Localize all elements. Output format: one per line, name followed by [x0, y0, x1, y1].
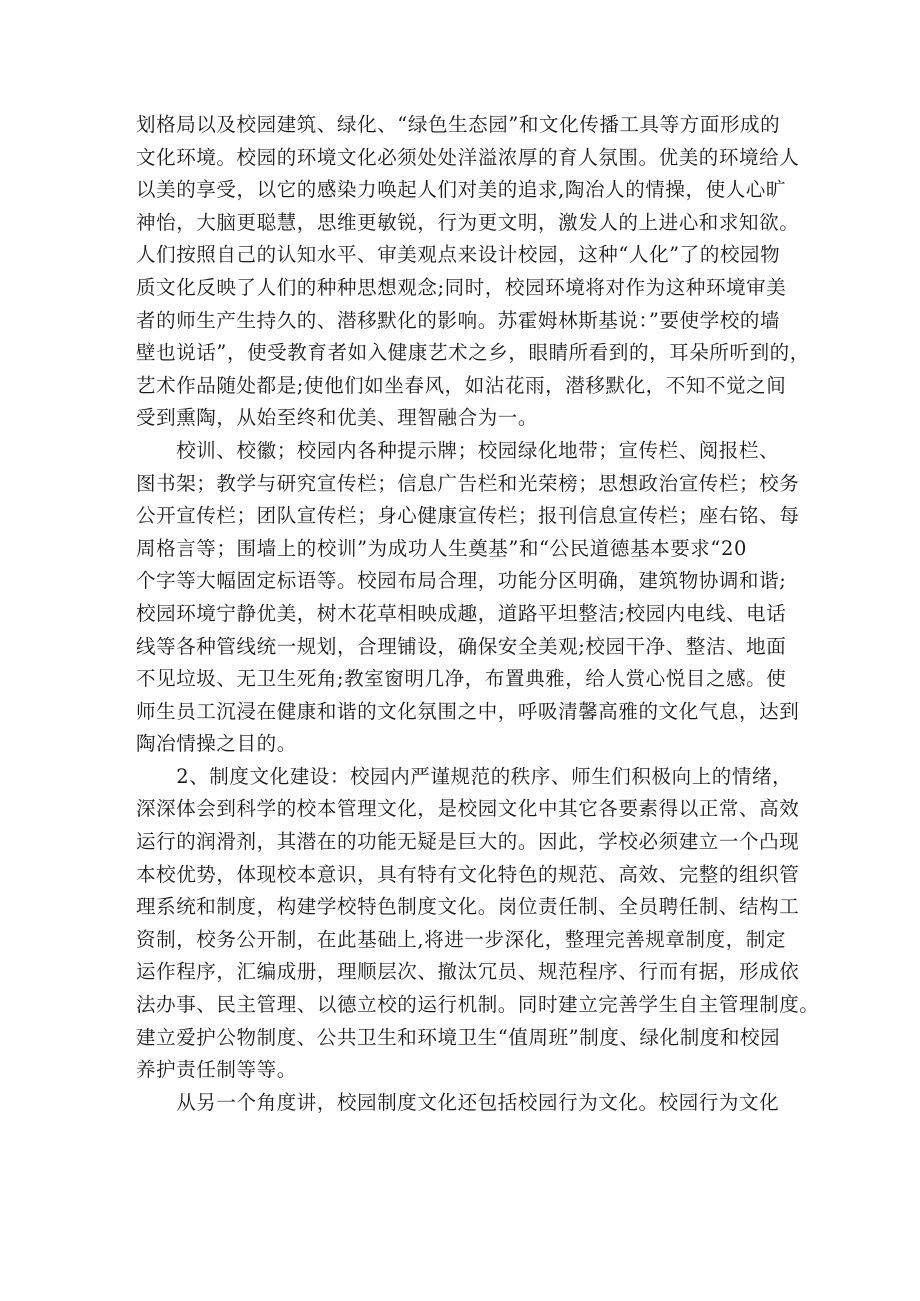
- text-line: 人们按照自己的认知水平、审美观点来设计校园，这种“人化”了的校园物: [136, 243, 781, 267]
- paragraph-institutional-culture: [136, 761, 820, 1087]
- text-line: 陶冶情操之目的。: [136, 732, 297, 756]
- text-line: 校训、校徽；校园内各种提示牌；校园绿化地带；宣传栏、阅报栏、: [136, 438, 780, 462]
- text-line: 从另一个角度讲，校园制度文化还包括校园行为文化。校园行为文化: [136, 1090, 780, 1114]
- text-line: 资制，校务公开制，在此基础上,将进一步深化，整理完善规章制度，制定: [136, 927, 786, 951]
- text-line: 运行的润滑剂，其潜在的功能无疑是巨大的。因此，学校必须建立一个凸现: [136, 830, 800, 854]
- text-line: 壁也说话”，使受教育者如入健康艺术之乡，眼睛所看到的，耳朵所听到的，: [136, 341, 810, 365]
- text-line: 艺术作品随处都是;使他们如坐春风，如沾花雨，潜移默化，不知不觉之间: [136, 373, 787, 397]
- paragraph-behavior-culture: [136, 1087, 801, 1120]
- text-line: 划格局以及校园建筑、绿化、“绿色生态园”和文化传播工具等方面形成的: [136, 113, 781, 136]
- text-line: 法办事、民主管理、以德立校的运行机制。同时建立完善学生自主管理制度。: [136, 993, 820, 1017]
- text-line: 建立爱护公物制度、公共卫生和环境卫生“值周班”制度、绿化制度和校园: [136, 1025, 781, 1049]
- text-line: 图书架；教学与研究宣传栏；信息广告栏和光荣榜；思想政治宣传栏；校务: [136, 471, 800, 495]
- text-line: 周格言等；围墙上的校训”为成功人生奠基”和“公民道德基本要求“20: [136, 536, 747, 560]
- text-line: 文化环境。校园的环境文化必须处处洋溢浓厚的育人氛围。优美的环境给人: [136, 145, 800, 169]
- text-line: 养护责任制等等。: [136, 1058, 297, 1082]
- paragraph-environment-culture: [136, 109, 810, 435]
- body-text: [136, 109, 820, 1119]
- text-line: 运作程序，汇编成册，理顺层次、撤汰冗员、规范程序、行而有据，形成依: [136, 960, 800, 984]
- text-line: 以美的享受，以它的感染力唤起人们对美的追求,陶冶人的情操，使人心旷: [136, 178, 786, 202]
- paragraph-campus-signage: [136, 435, 801, 761]
- text-line: 师生员工沉浸在健康和谐的文化氛围之中，呼吸清馨高雅的文化气息，达到: [136, 699, 800, 723]
- text-line: 个字等大幅固定标语等。校园布局合理，功能分区明确，建筑物协调和谐;: [136, 569, 787, 593]
- text-line: 质文化反映了人们的种种思想观念;同时，校园环境将对作为这种环境审美: [136, 275, 787, 299]
- text-line: 理系统和制度，构建学校特色制度文化。岗位责任制、全员聘任制、结构工: [136, 895, 800, 919]
- text-line: 线等各种管线统一规划，合理铺设，确保安全美观;校园干净、整洁、地面: [136, 634, 787, 658]
- text-line: 深深体会到科学的校本管理文化，是校园文化中其它各要素得以正常、高效: [136, 797, 800, 821]
- text-line: 者的师生产生持久的、潜移默化的影响。苏霍姆林斯基说：”要使学校的墙: [136, 308, 781, 332]
- text-line: 2、制度文化建设：校园内严谨规范的秩序、师生们积极向上的情绪，: [136, 764, 793, 788]
- text-line: 本校优势，体现校本意识，具有特有文化特色的规范、高效、完整的组织管: [136, 862, 800, 886]
- text-line: 神怡，大脑更聪慧，思维更敏锐，行为更文明，激发人的上进心和求知欲。: [136, 210, 800, 234]
- text-line: 不见垃圾、无卫生死角;教室窗明几净，布置典雅，给人赏心悦目之感。使: [136, 667, 787, 691]
- text-line: 受到熏陶，从始至终和优美、理智融合为一。: [136, 406, 539, 430]
- text-line: 公开宣传栏；团队宣传栏；身心健康宣传栏；报刊信息宣传栏；座右铭、每: [136, 504, 800, 528]
- text-line: 校园环境宁静优美，树木花草相映成趣，道路平坦整洁;校园内电线、电话: [136, 601, 787, 625]
